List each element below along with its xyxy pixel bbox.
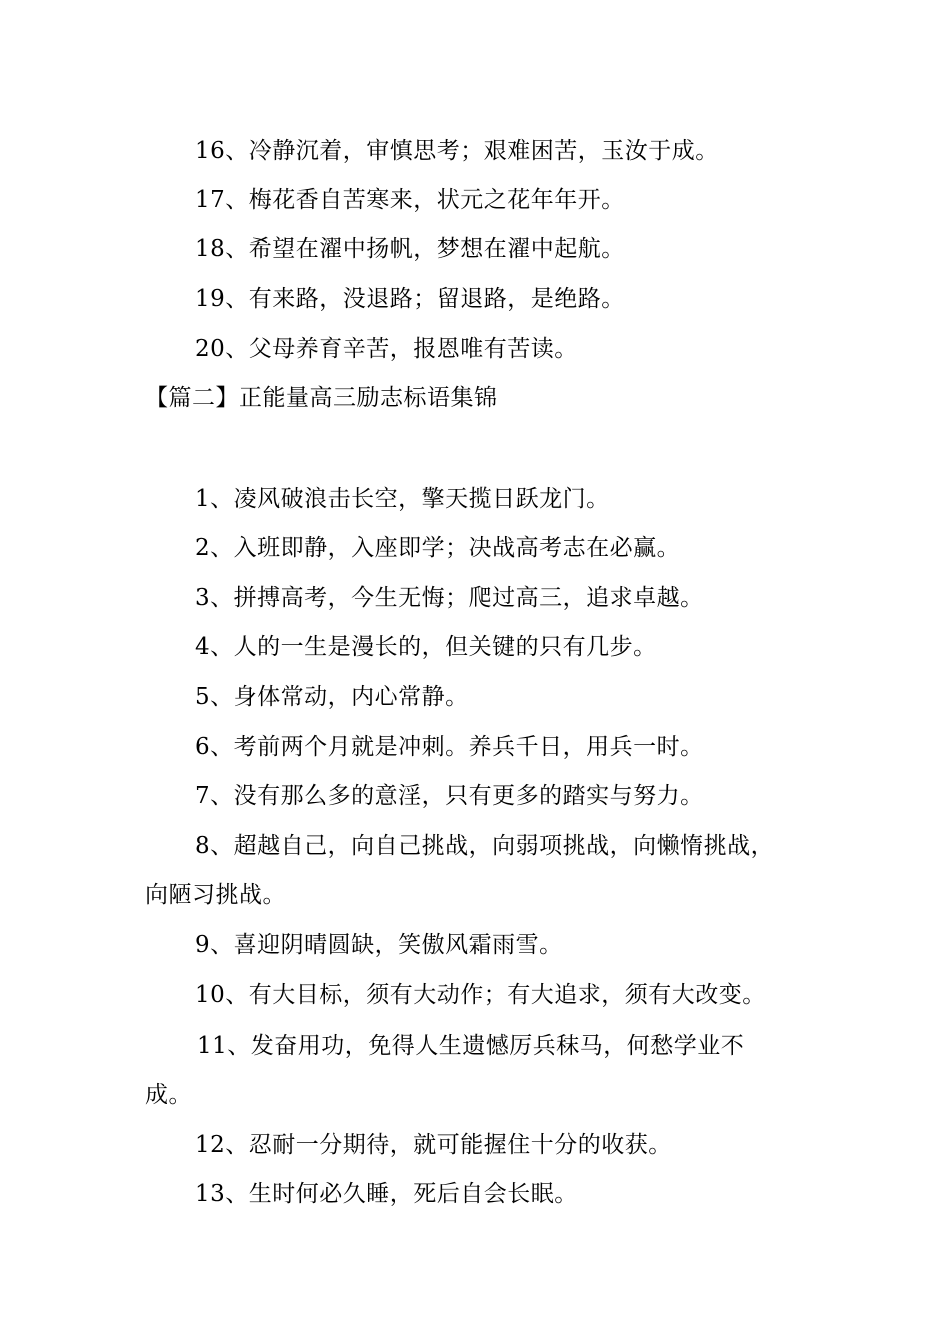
list-item: 2、入班即静，入座即学；决战高考志在必赢。 xyxy=(195,535,681,561)
section-heading: 【篇二】正能量高三励志标语集锦 xyxy=(145,385,498,411)
list-item: 6、考前两个月就是冲刺。养兵千日，用兵一时。 xyxy=(195,734,704,760)
list-item: 1、凌风破浪击长空，擎天揽日跃龙门。 xyxy=(195,486,610,512)
list-item-continuation: 向陋习挑战。 xyxy=(145,882,286,908)
list-item: 16、冷静沉着，审慎思考；艰难困苦，玉汝于成。 xyxy=(195,138,719,164)
list-item: 18、希望在濯中扬帆，梦想在濯中起航。 xyxy=(195,236,625,262)
list-item-continuation: 成。 xyxy=(145,1082,192,1108)
list-item: 3、拼搏高考，今生无悔；爬过高三，追求卓越。 xyxy=(195,585,704,611)
list-item: 7、没有那么多的意淫，只有更多的踏实与努力。 xyxy=(195,783,704,809)
list-item: 20、父母养育辛苦，报恩唯有苦读。 xyxy=(195,336,578,362)
list-item: 10、有大目标，须有大动作；有大追求，须有大改变。 xyxy=(195,982,766,1008)
list-item: 13、生时何必久睡，死后自会长眠。 xyxy=(195,1181,578,1207)
list-item: 5、身体常动，内心常静。 xyxy=(195,684,469,710)
list-item: 4、人的一生是漫长的，但关键的只有几步。 xyxy=(195,634,657,660)
list-item: 17、梅花香自苦寒来，状元之花年年开。 xyxy=(195,187,625,213)
list-item: 8、超越自己，向自己挑战，向弱项挑战，向懒惰挑战， xyxy=(195,833,775,859)
list-item: 19、有来路，没退路；留退路，是绝路。 xyxy=(195,286,625,312)
list-item: 11、发奋用功，免得人生遗憾厉兵秣马，何愁学业不 xyxy=(197,1033,745,1059)
list-item: 12、忍耐一分期待，就可能握住十分的收获。 xyxy=(195,1132,672,1158)
list-item: 9、喜迎阴晴圆缺，笑傲风霜雨雪。 xyxy=(195,932,563,958)
